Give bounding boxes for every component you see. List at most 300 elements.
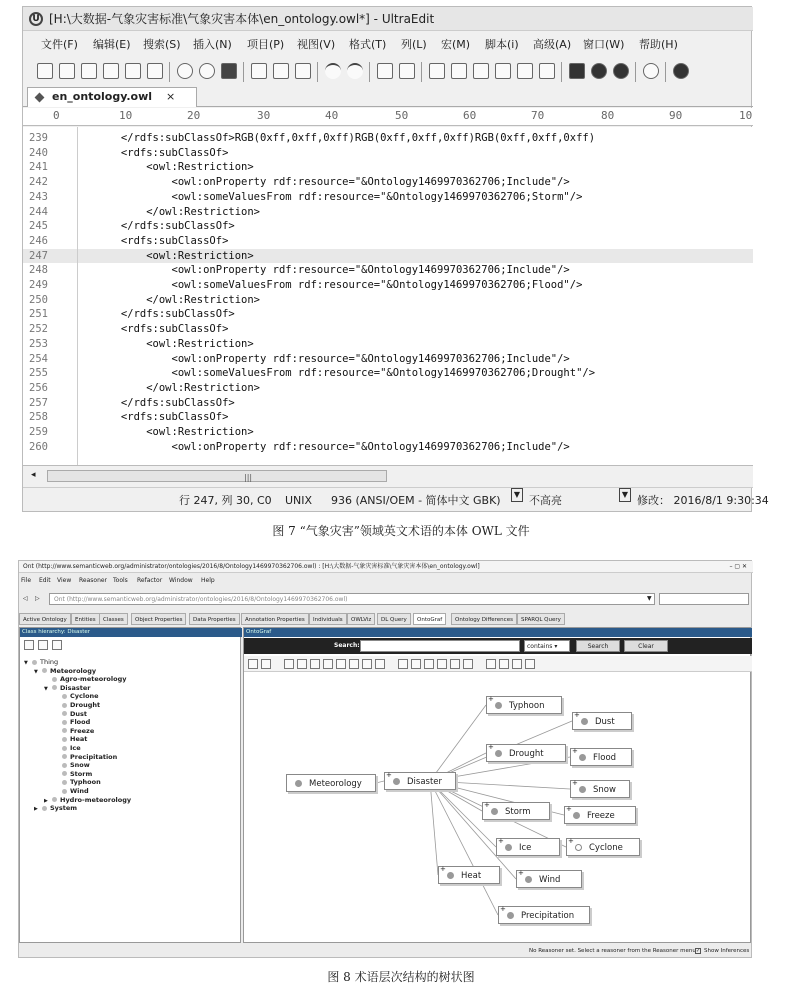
line-number: 257 [29,396,48,409]
class-dot-icon [62,763,67,768]
search-label: Search: [334,642,360,649]
spell-check-icon[interactable] [539,63,555,79]
browser-icon[interactable] [613,63,629,79]
export-icon[interactable] [486,659,496,669]
layout-radial-icon[interactable] [310,659,320,669]
open-folder-icon[interactable] [59,63,75,79]
tree-node[interactable] [54,744,81,753]
layout-spring-icon[interactable] [323,659,333,669]
reasoner-status: No Reasoner set. Select a reasoner from the Reasoner menu [529,948,696,954]
code-line[interactable] [23,410,753,425]
node-label: Heat [461,871,482,881]
class-dot-icon [62,720,67,725]
search-input[interactable] [360,640,520,652]
tree-label: Hydro-meteorology [60,795,132,804]
ftp-icon[interactable] [591,63,607,79]
menu-edit[interactable]: Edit [39,577,51,584]
tab-ontograf[interactable]: OntoGraf [413,613,446,625]
tree-label: Disaster [60,683,91,692]
expand-toggle-icon[interactable]: ▼ [34,668,38,675]
class-dot-icon [505,844,512,851]
tree-node[interactable] [54,770,92,779]
code-line[interactable] [23,190,753,205]
tab-data-properties[interactable]: Data Properties [189,613,240,625]
tree-label: System [50,804,78,813]
class-dot-icon [495,702,502,709]
code-text: <owl:onProperty rdf:resource="&Ontology1469970362706;Include"/> [83,176,570,189]
layout-tree-icon[interactable] [297,659,307,669]
code-line[interactable] [23,352,753,367]
line-number: 255 [29,367,48,380]
code-line[interactable] [23,293,753,308]
tree-label: Cyclone [70,692,99,701]
ontology-iri-field[interactable]: Ont (http://www.semanticweb.org/administrator/ontologies/2016/8/Ontology1469970362706.owl) [49,593,655,605]
grip-icon: ||| [244,473,253,482]
line-number: 244 [29,205,48,218]
tab-sparql-query[interactable]: SPARQL Query [517,613,565,625]
expand-toggle-icon[interactable]: ▶ [34,806,38,813]
tab-strip [19,613,753,625]
graph-node-snow[interactable] [570,780,630,798]
back-icon[interactable] [177,63,193,79]
code-editor[interactable] [23,127,753,465]
expand-plus-icon[interactable]: + [488,743,494,751]
code-line[interactable] [23,307,753,322]
zoom-fit-icon[interactable] [424,659,434,669]
code-line[interactable] [23,337,753,352]
ruler-mark: 90 [669,109,683,122]
code-line[interactable] [23,219,753,234]
code-line[interactable] [23,131,753,146]
checkbox-checked-icon[interactable]: ✓ [696,948,701,954]
code-text: <owl:onProperty rdf:resource="&Ontology1469970362706;Include"/> [83,352,570,365]
menu-edit[interactable]: 编辑(E) [93,38,131,51]
code-text: </rdfs:subClassOf> [83,220,235,233]
chevron-down-icon[interactable]: ▼ [511,488,523,502]
tree-node[interactable] [34,804,77,813]
print-preview-icon[interactable] [147,63,163,79]
code-line[interactable] [23,366,753,381]
line-number: 246 [29,234,48,247]
figure-8-caption: 图 8 术语层次结构的树状图 [327,970,475,984]
modified-time: 修改： 2016/8/1 9:30:34 [637,494,769,507]
tree-label: Storm [70,769,93,778]
redo-icon[interactable] [347,63,363,79]
search-button[interactable]: Search [576,640,620,652]
node-label: Precipitation [521,911,575,921]
graph-node-ice[interactable] [496,838,560,856]
code-text: <owl:Restriction> [83,161,254,174]
column-ruler [23,108,753,126]
tree-node[interactable] [44,675,126,684]
code-text: </owl:Restriction> [83,205,261,218]
highlight-mode[interactable]: 不高亮 [529,494,562,507]
zoom-in-icon[interactable] [398,659,408,669]
ontograf-canvas[interactable] [244,674,752,944]
expand-plus-icon[interactable]: + [484,801,490,809]
tree-node[interactable] [54,710,87,719]
class-dot-icon [62,694,67,699]
node-label: Meteorology [309,779,362,789]
line-number: 252 [29,323,48,336]
code-text: <owl:someValuesFrom rdf:resource="&Ontology1469970362706;Drought"/> [83,367,596,380]
code-line[interactable] [23,175,753,190]
ruler-mark: 40 [325,109,339,122]
replace-icon[interactable] [495,63,511,79]
code-line[interactable] [23,146,753,161]
copy-icon[interactable] [273,63,289,79]
tab-ontology-differences[interactable]: Ontology Differences [451,613,517,625]
expand-toggle-icon[interactable]: ▶ [44,797,48,804]
tree-node[interactable] [54,778,101,787]
window-title: Ont (http://www.semanticweb.org/administrator/ontologies/2016/8/Ontology1469970362706.owl) : [H:\大数据-气象灾害标准\气象灾害本体\en_ontology.owl] [23,563,480,570]
code-line[interactable] [23,322,753,337]
menu-column[interactable]: 列(L) [401,38,427,51]
ontograf-panel [243,627,751,943]
zoom-out-icon[interactable] [411,659,421,669]
line-number: 250 [29,293,48,306]
tab-en-ontology[interactable] [27,87,197,107]
hex-mode-icon[interactable] [377,63,393,79]
line-number: 256 [29,381,48,394]
file-tabs [23,87,753,107]
code-text: </owl:Restriction> [83,381,261,394]
graph-node-wind[interactable] [516,870,582,888]
class-dot-icon [575,844,582,851]
class-dot-icon [393,778,400,785]
graph-node-cyclone[interactable] [566,838,640,856]
tree-label: Ice [70,744,81,752]
figure-7-caption: 图 7 “气象灾害”领域英文术语的本体 OWL 文件 [272,524,530,538]
class-dot-icon [62,728,67,733]
tab-owlviz[interactable]: OWLViz [347,613,375,625]
tab-annotation-properties[interactable]: Annotation Properties [241,613,309,625]
line-number: 245 [29,220,48,233]
status-bar [23,487,769,513]
graph-node-dust[interactable] [572,712,632,730]
tree-label: Wind [70,787,89,795]
code-text: </rdfs:subClassOf> [83,308,235,321]
node-label: Dust [595,717,615,727]
unpin-icon[interactable] [525,659,535,669]
layout-grid2-icon[interactable] [284,659,294,669]
line-number: 251 [29,308,48,321]
find-icon[interactable] [429,63,445,79]
class-hierarchy-panel [19,627,241,943]
menu-view[interactable]: 视图(V) [297,38,336,51]
arc-types-icon[interactable] [463,659,473,669]
add-subclass-icon[interactable] [24,640,34,650]
graph-node-disaster[interactable] [384,772,456,790]
ruler-mark: 10 [119,109,133,122]
line-number: 253 [29,337,48,350]
window-title: [H:\大数据-气象灾害标准\气象灾害本体\en_ontology.owl*] - UltraEdit [49,12,435,26]
expand-plus-icon[interactable]: + [572,747,578,755]
code-line[interactable] [23,425,753,440]
class-dot-icon [447,872,454,879]
layout-down-icon[interactable] [375,659,385,669]
tree-node[interactable] [54,735,87,744]
code-line[interactable] [23,440,753,455]
save-icon[interactable] [81,63,97,79]
line-number: 243 [29,190,48,203]
scroll-thumb[interactable] [47,470,387,482]
clear-button[interactable]: Clear [624,640,668,652]
tree-node[interactable] [34,667,96,676]
tree-node[interactable] [54,692,99,701]
pin-icon[interactable] [512,659,522,669]
ruler-mark: 0 [53,109,60,122]
menu-file[interactable]: File [21,577,32,584]
menu-window[interactable]: 窗口(W) [583,38,625,51]
home-icon[interactable] [248,659,258,669]
filter-icon[interactable] [437,659,447,669]
code-line[interactable] [23,396,753,411]
layout-up-icon[interactable] [362,659,372,669]
show-inferences-label: Show Inferences [704,948,750,954]
node-label: Wind [539,875,561,885]
forward-icon[interactable] [199,63,215,79]
replace-in-files-icon[interactable] [517,63,533,79]
line-ending: UNIX [285,494,313,507]
code-line[interactable] [23,278,753,293]
class-dot-icon [579,754,586,761]
menu-project[interactable]: 项目(P) [247,38,285,51]
menu-macro[interactable]: 宏(M) [441,38,471,51]
goto-icon[interactable] [221,63,237,79]
class-dot-icon [52,677,57,682]
undo-icon[interactable] [325,63,341,79]
layout-grid-icon[interactable] [261,659,271,669]
menu-reasoner[interactable]: Reasoner [79,577,108,584]
tab-object-properties[interactable]: Object Properties [131,613,186,625]
code-text: <rdfs:subClassOf> [83,323,229,336]
class-dot-icon [52,797,57,802]
node-label: Ice [519,843,532,853]
expand-plus-icon[interactable]: + [488,695,494,703]
search-bar [244,638,752,654]
macro-icon[interactable] [569,63,585,79]
add-sibling-icon[interactable] [38,640,48,650]
new-file-icon[interactable] [37,63,53,79]
tree-label: Thing [40,658,59,666]
menu-insert[interactable]: 插入(N) [193,38,232,51]
class-dot-icon [525,876,532,883]
line-number: 247 [29,249,48,262]
tree-label: Heat [70,735,88,744]
layout-right-icon[interactable] [349,659,359,669]
chevron-down-icon[interactable]: ▼ [647,595,652,602]
delete-class-icon[interactable] [52,640,62,650]
node-label: Typhoon [509,701,545,711]
horizontal-scrollbar[interactable] [23,465,753,487]
line-number: 239 [29,132,48,144]
tree-label: Flood [70,718,91,727]
tab-dl-query[interactable]: DL Query [377,613,411,625]
tree-node[interactable] [54,727,94,736]
class-dot-icon [42,806,47,811]
class-dot-icon [62,780,67,785]
menu-refactor[interactable]: Refactor [137,577,163,584]
graph-node-freeze[interactable] [564,806,636,824]
toolbar [23,59,753,85]
class-dot-icon [507,912,514,919]
class-dot-icon [62,771,67,776]
class-dot-icon [491,808,498,815]
menu-script[interactable]: 脚本(i) [485,38,519,51]
menu-search[interactable]: 搜索(S) [143,38,181,51]
encoding[interactable]: 936 (ANSI/OEM - 简体中文 GBK) [331,494,501,507]
menu-help[interactable]: 帮助(H) [639,38,678,51]
save-all-icon[interactable] [103,63,119,79]
search-mode-select[interactable]: contains ▾ [524,640,570,652]
scroll-left-icon[interactable]: ◂ [31,470,36,480]
graph-node-precipitation[interactable] [498,906,590,924]
help-icon[interactable] [673,63,689,79]
class-dot-icon [62,703,67,708]
line-number: 249 [29,279,48,291]
class-dot-icon [495,750,502,757]
menu-tools[interactable]: Tools [113,577,128,584]
window-controls-icon[interactable]: – ▢ ✕ [729,563,747,570]
graph-toolbar [244,656,752,672]
graph-node-storm[interactable] [482,802,550,820]
node-label: Freeze [587,811,615,821]
code-text: </owl:Restriction> [83,293,261,306]
graph-node-heat[interactable] [438,866,500,884]
back-icon[interactable]: ◁ [23,595,28,602]
panel-header: OntoGraf [244,628,752,637]
expand-toggle-icon[interactable]: ▼ [24,660,28,666]
find-in-files-icon[interactable] [473,63,489,79]
tree-label: Agro-meteorology [60,675,127,684]
tree-node[interactable] [54,787,89,796]
line-number: 248 [29,264,48,277]
tree-label: Precipitation [70,752,118,761]
menu-format[interactable]: 格式(T) [349,38,387,51]
code-line[interactable] [23,205,753,220]
ruler-mark: 70 [531,109,545,122]
menu-bar [19,575,753,587]
find-next-icon[interactable] [451,63,467,79]
node-label: Flood [593,753,617,763]
layout-left-icon[interactable] [336,659,346,669]
binary-icon[interactable] [399,63,415,79]
tree-node[interactable] [54,718,90,727]
tree-label: Typhoon [70,778,101,787]
tree-node[interactable] [54,701,100,710]
ruler-mark: 50 [395,109,409,122]
panel-header: Class hierarchy: Disaster [20,628,242,637]
tree-label: Snow [70,761,90,770]
expand-toggle-icon[interactable]: ▼ [44,685,48,692]
class-dot-icon [52,685,57,690]
expand-plus-icon[interactable]: + [498,837,504,845]
print-icon[interactable] [499,659,509,669]
menu-file[interactable]: 文件(F) [41,38,78,51]
menu-help[interactable]: Help [201,577,215,584]
tree-node[interactable] [54,761,90,770]
tree-node[interactable] [44,796,131,805]
status-bar [19,945,753,957]
code-line[interactable] [23,263,753,278]
class-dot-icon [62,754,67,759]
entity-search-field[interactable] [659,593,749,605]
expand-plus-icon[interactable]: + [574,711,580,719]
code-text: <owl:someValuesFrom rdf:resource="&Ontology1469970362706;Storm"/> [83,190,583,203]
graph-node-meteorology[interactable] [286,774,376,792]
ruler-mark: 30 [257,109,271,122]
tab-individuals[interactable]: Individuals [309,613,347,625]
expand-plus-icon[interactable]: + [386,771,392,779]
code-line[interactable] [23,160,753,175]
line-number: 241 [29,161,48,174]
node-label: Cyclone [589,843,623,853]
graph-node-flood[interactable] [570,748,632,766]
expand-plus-icon[interactable]: + [500,905,506,913]
cut-icon[interactable] [251,63,267,79]
expand-plus-icon[interactable]: + [518,869,524,877]
tab-active-ontology[interactable]: Active Ontology [19,613,71,625]
code-line[interactable] [23,234,753,249]
tab-entities[interactable]: Entities [71,613,100,625]
tab-classes[interactable]: Classes [99,613,128,625]
address-bar [19,589,753,609]
tree-label: Meteorology [50,666,97,675]
code-line[interactable] [23,381,753,396]
menu-window[interactable]: Window [169,577,193,584]
menu-advanced[interactable]: 高级(A) [533,38,572,51]
forward-icon[interactable]: ▷ [35,595,40,602]
expand-plus-icon[interactable]: + [568,837,574,845]
expand-plus-icon[interactable]: + [572,779,578,787]
file-diamond-icon [35,93,45,103]
code-text: <rdfs:subClassOf> [83,411,229,424]
line-number: 259 [29,426,48,438]
menu-view[interactable]: View [57,577,72,584]
print-icon[interactable] [125,63,141,79]
chevron-down-icon[interactable]: ▼ [619,488,631,502]
class-dot-icon [32,660,37,665]
tree-node[interactable] [24,658,58,667]
code-text: <owl:Restriction> [83,426,254,438]
settings-gear-icon[interactable] [643,63,659,79]
class-dot-icon [42,668,47,673]
node-label: Snow [593,785,616,795]
tree-node[interactable] [54,753,117,762]
code-text: </rdfs:subClassOf>RGB(0xff,0xff,0xff)RGB(0xff,0xff,0xff)RGB(0xff,0xff,0xff) [83,132,596,144]
close-icon[interactable]: × [166,90,176,103]
class-dot-icon [295,780,302,787]
tree-label: Drought [70,701,101,709]
tree-label: Freeze [70,726,95,735]
node-types-icon[interactable] [450,659,460,669]
code-line[interactable] [23,249,753,264]
class-dot-icon [579,786,586,793]
chevron-down-icon: ▾ [554,643,558,650]
graph-node-drought[interactable] [486,744,566,762]
expand-plus-icon[interactable]: + [440,865,446,873]
graph-node-typhoon[interactable] [486,696,562,714]
expand-plus-icon[interactable]: + [566,805,572,813]
node-label: Disaster [407,777,443,787]
paste-icon[interactable] [295,63,311,79]
protege-window [18,560,752,958]
edge-meteorology [376,781,384,783]
class-dot-icon [581,718,588,725]
class-dot-icon [62,746,67,751]
tree-node[interactable] [44,684,90,693]
